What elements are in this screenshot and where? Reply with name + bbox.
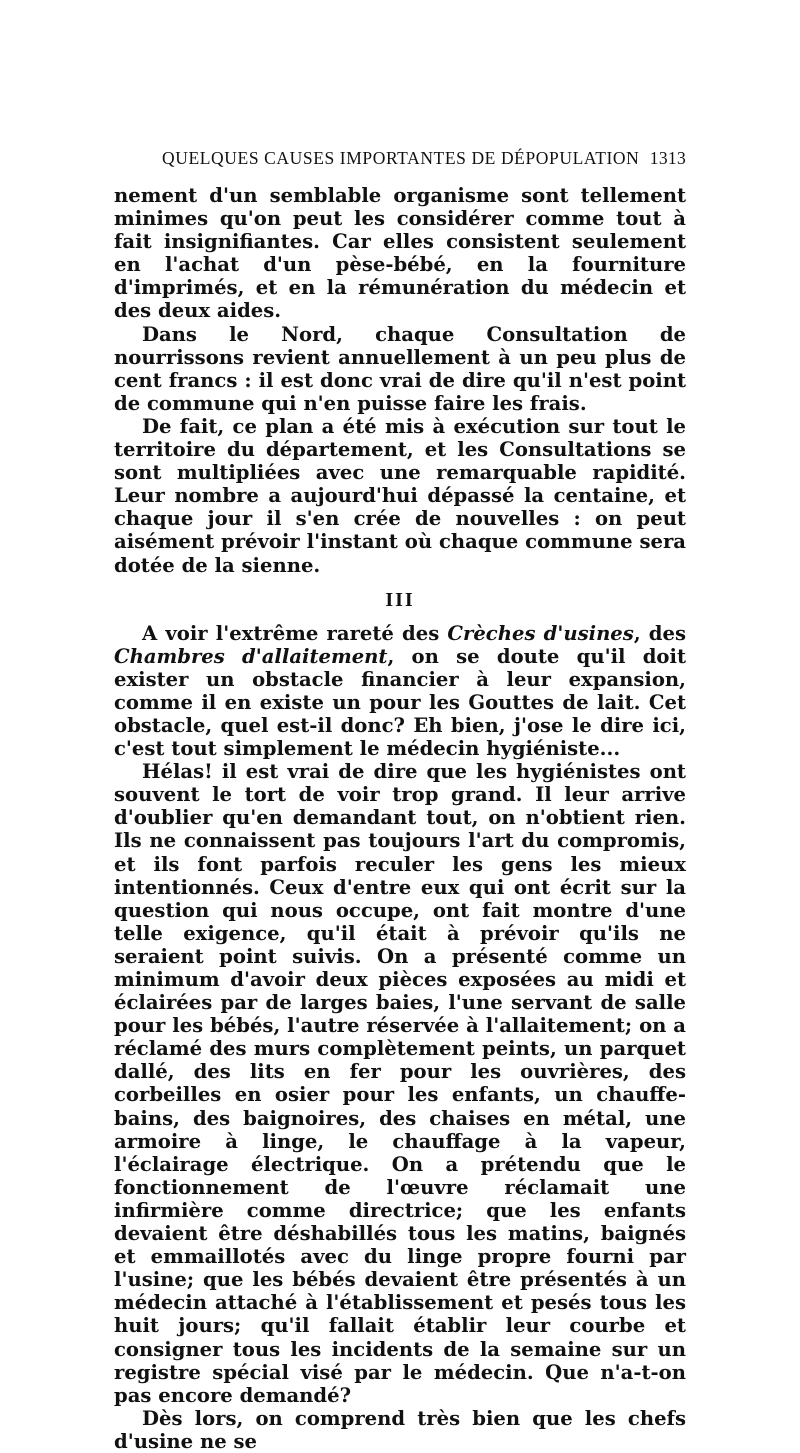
running-head-title: QUELQUES CAUSES IMPORTANTES DE DÉPOPULATION [162,148,640,168]
italic-term: Crèches d'usines [447,621,634,645]
italic-term: Chambres d'allaitement [114,644,388,668]
paragraph-text: , des [633,621,686,645]
paragraph: Dans le Nord, chaque Consultation de nourrissons revient annuellement à un peu plus de cent francs : il est donc vrai de dire qu'il n'est point de commune qui n'en puisse faire les frais. [114,322,686,415]
paragraph: Dès lors, on comprend très bien que les chefs d'usine ne se [114,1406,686,1453]
paragraph [114,622,686,761]
paragraph: Hélas! il est vrai de dire que les hygiénistes ont souvent le tort de voir trop grand. Il leur arrive d'oublier qu'en demandant tout, on n'obtient rien. Ils ne connaissent pas toujours l'art du compromis, et ils font parfois reculer les gens les mieux intentionnés. Ceux d'entre eux qui ont écrit sur la question qui nous occupe, ont fait montre d'une telle exigence, qu'il était à prévoir qu'ils ne seraient point suivis. On a présenté comme un minimum d'avoir deux pièces exposées au midi et éclairées par de larges baies, l'une servant de salle pour les bébés, l'autre réservée à l'allaitement; on a réclamé des murs complètement peints, un parquet dallé, des lits en fer pour les ouvrières, des corbeilles en osier pour les enfants, un chauffe-bains, des baignoires, des chaises en métal, une armoire à linge, le chauffage à la vapeur, l'éclairage électrique. On a prétendu que le fonctionnement de l'œuvre réclamait une infirmière comme directrice; que les enfants devaient être déshabillés tous les matins, baignés et emmaillotés avec du linge propre fourni par l'usine; que les bébés devaient être présentés à un médecin attaché à l'établissement et pesés tous les huit jours; qu'il fallait établir leur courbe et consigner tous les incidents de la semaine sur un registre spécial visé par le médecin. Que n'a-t-on pas encore demandé? [114,760,686,1407]
paragraph-text: A voir l'extrême rareté des [142,621,448,645]
page-number: 1313 [649,148,686,168]
paragraph-text: , on se doute qu'il doit exister un obstacle financier à leur expansion, comme il en existe un pour les Gouttes de lait. Cet obstacle, quel est-il donc? Eh bien, j'ose le dire ici, c'est tout simplement le médecin hygiéniste... [114,644,686,761]
paragraph-continuation: nement d'un semblable organisme sont tellement minimes qu'on peut les considérer comme tout à fait insignifiantes. Car elles consistent seulement en l'achat d'un pèse-bébé, en la fourniture d'imprimés, et en la rémunération du médecin et des deux aides. [114,184,686,323]
paragraph: De fait, ce plan a été mis à exécution sur tout le territoire du département, et les Consultations se sont multipliées avec une remarquable rapidité. Leur nombre a aujourd'hui dépassé la centaine, et chaque jour il s'en crée de nouvelles : on peut aisément prévoir l'instant où chaque commune sera dotée de la sienne. [114,414,686,577]
book-page [114,148,686,1453]
running-head [114,148,686,184]
section-number: III [385,588,415,611]
body-text [114,184,686,1453]
